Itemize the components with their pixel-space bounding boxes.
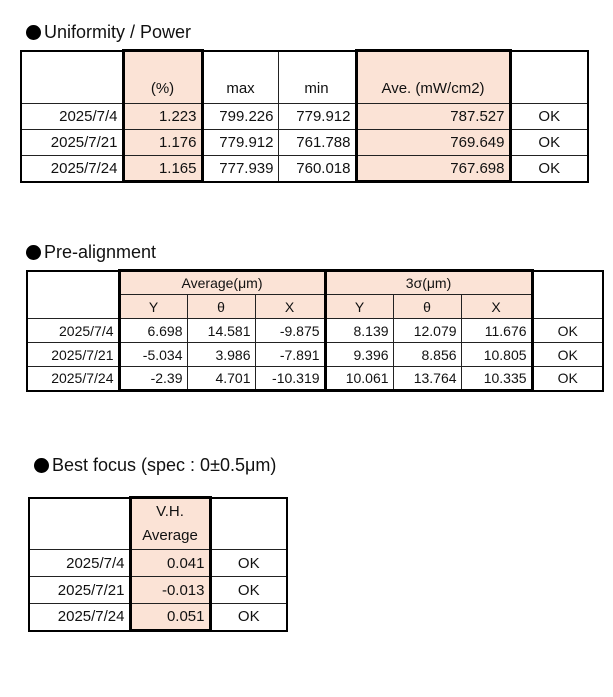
cell-avg-y: -5.034 bbox=[119, 343, 187, 367]
table-row bbox=[27, 343, 603, 367]
cell-status: OK bbox=[510, 130, 588, 156]
subheader-avg-theta: θ bbox=[187, 295, 255, 319]
cell-avg-x: -7.891 bbox=[255, 343, 325, 367]
cell-ave: 767.698 bbox=[356, 156, 510, 182]
cell-sigma-y: 10.061 bbox=[325, 367, 393, 391]
prealign-title bbox=[26, 241, 156, 263]
cell-status: OK bbox=[210, 577, 287, 604]
bestfocus-title bbox=[34, 454, 276, 476]
table-row bbox=[21, 156, 588, 182]
header-sigma-group: 3σ(μm) bbox=[325, 271, 532, 295]
header-cell-min: min bbox=[278, 51, 356, 104]
prealign-title-text: Pre-alignment bbox=[44, 242, 157, 262]
cell-avg-x: -9.875 bbox=[255, 319, 325, 343]
cell-avg: -0.013 bbox=[130, 577, 210, 604]
uniformity-title bbox=[26, 21, 191, 43]
row-date: 2025/7/4 bbox=[21, 104, 123, 130]
cell-sigma-x: 10.805 bbox=[461, 343, 532, 367]
header-cell-ave: Ave. (mW/cm2) bbox=[356, 51, 510, 104]
header-vh-line: V.H. bbox=[156, 503, 184, 520]
cell-pct: 1.165 bbox=[123, 156, 202, 182]
cell-avg-theta: 3.986 bbox=[187, 343, 255, 367]
cell-avg-theta: 14.581 bbox=[187, 319, 255, 343]
cell-sigma-y: 9.396 bbox=[325, 343, 393, 367]
cell-status: OK bbox=[210, 604, 287, 631]
table-row bbox=[29, 577, 287, 604]
cell-avg-y: 6.698 bbox=[119, 319, 187, 343]
header-cell-max: max bbox=[202, 51, 278, 104]
cell-sigma-theta: 8.856 bbox=[393, 343, 461, 367]
header-cell-vh-average bbox=[130, 498, 210, 550]
cell-ave: 787.527 bbox=[356, 104, 510, 130]
cell-max: 777.939 bbox=[202, 156, 278, 182]
cell-min: 760.018 bbox=[278, 156, 356, 182]
table-row bbox=[21, 130, 588, 156]
bullet-icon bbox=[26, 25, 41, 40]
table-header-row bbox=[27, 271, 603, 295]
table-row bbox=[27, 367, 603, 391]
header-cell-blank bbox=[21, 51, 123, 104]
uniformity-table bbox=[20, 49, 589, 183]
cell-pct: 1.223 bbox=[123, 104, 202, 130]
cell-avg-x: -10.319 bbox=[255, 367, 325, 391]
cell-max: 779.912 bbox=[202, 130, 278, 156]
cell-avg: 0.051 bbox=[130, 604, 210, 631]
row-date: 2025/7/21 bbox=[21, 130, 123, 156]
cell-avg-y: -2.39 bbox=[119, 367, 187, 391]
row-date: 2025/7/4 bbox=[27, 319, 119, 343]
cell-status: OK bbox=[510, 156, 588, 182]
cell-sigma-theta: 13.764 bbox=[393, 367, 461, 391]
header-cell-status bbox=[510, 51, 588, 104]
row-date: 2025/7/21 bbox=[27, 343, 119, 367]
cell-sigma-x: 10.335 bbox=[461, 367, 532, 391]
header-average-group: Average(μm) bbox=[119, 271, 325, 295]
row-date: 2025/7/24 bbox=[29, 604, 130, 631]
cell-sigma-x: 11.676 bbox=[461, 319, 532, 343]
header-cell-blank bbox=[27, 271, 119, 319]
prealign-table bbox=[26, 269, 604, 392]
row-date: 2025/7/21 bbox=[29, 577, 130, 604]
cell-max: 799.226 bbox=[202, 104, 278, 130]
subheader-avg-y: Y bbox=[119, 295, 187, 319]
uniformity-title-text: Uniformity / Power bbox=[44, 22, 192, 42]
table-row bbox=[27, 319, 603, 343]
header-cell-pct: (%) bbox=[123, 51, 202, 104]
cell-min: 761.788 bbox=[278, 130, 356, 156]
header-cell-status bbox=[532, 271, 603, 319]
subheader-sigma-y: Y bbox=[325, 295, 393, 319]
table-header-row bbox=[29, 498, 287, 550]
table-row bbox=[21, 104, 588, 130]
table-row bbox=[29, 550, 287, 577]
cell-min: 779.912 bbox=[278, 104, 356, 130]
bullet-icon bbox=[34, 458, 49, 473]
table-row bbox=[29, 604, 287, 631]
subheader-sigma-theta: θ bbox=[393, 295, 461, 319]
cell-ave: 769.649 bbox=[356, 130, 510, 156]
row-date: 2025/7/4 bbox=[29, 550, 130, 577]
cell-status: OK bbox=[532, 319, 603, 343]
row-date: 2025/7/24 bbox=[21, 156, 123, 182]
subheader-avg-x: X bbox=[255, 295, 325, 319]
cell-pct: 1.176 bbox=[123, 130, 202, 156]
row-date: 2025/7/24 bbox=[27, 367, 119, 391]
bestfocus-table bbox=[28, 496, 288, 632]
header-average-line: Average bbox=[142, 527, 198, 544]
cell-sigma-theta: 12.079 bbox=[393, 319, 461, 343]
subheader-sigma-x: X bbox=[461, 295, 532, 319]
cell-avg: 0.041 bbox=[130, 550, 210, 577]
header-cell-blank bbox=[29, 498, 130, 550]
cell-status: OK bbox=[532, 343, 603, 367]
cell-status: OK bbox=[210, 550, 287, 577]
bullet-icon bbox=[26, 245, 41, 260]
cell-sigma-y: 8.139 bbox=[325, 319, 393, 343]
cell-avg-theta: 4.701 bbox=[187, 367, 255, 391]
cell-status: OK bbox=[532, 367, 603, 391]
cell-status: OK bbox=[510, 104, 588, 130]
bestfocus-title-text: Best focus (spec : 0±0.5μm) bbox=[52, 455, 277, 475]
header-cell-status bbox=[210, 498, 287, 550]
table-header-row bbox=[21, 51, 588, 104]
